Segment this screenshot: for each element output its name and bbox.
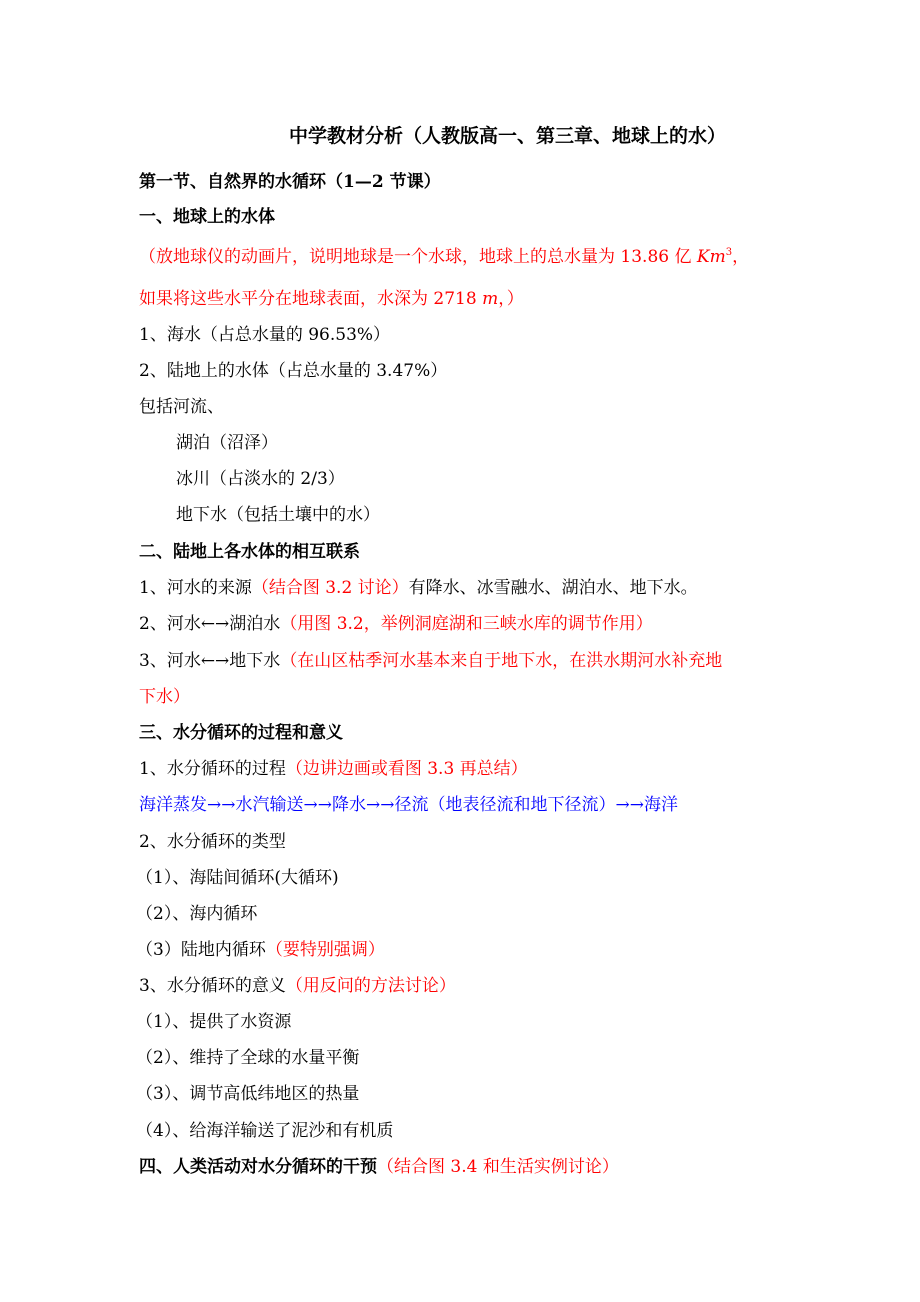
note-text: ，）	[498, 289, 524, 309]
item-text: 1、水分循环的过程	[139, 759, 286, 779]
item-text: 有降水、冰雪融水、湖泊水、地下水。	[408, 578, 698, 598]
list-item	[139, 974, 860, 998]
note-line-1	[139, 245, 860, 269]
list-item: （3）、调节高低纬地区的热量	[136, 1084, 360, 1104]
teacher-note: （用图 3.2，举例洞庭湖和三峡水库的调节作用）	[280, 614, 653, 634]
item-text: （3）陆地内循环	[136, 940, 266, 960]
list-item	[136, 938, 860, 962]
heading-3: 三、水分循环的过程和意义	[139, 723, 343, 743]
teacher-note: （要特别强调）	[265, 940, 385, 960]
unit-km: Km	[696, 247, 726, 267]
list-item: 1、海水（占总水量的 96.53%）	[139, 325, 391, 345]
list-item: （4）、给海洋输送了泥沙和有机质	[136, 1121, 394, 1141]
item-text: 1、河水的来源	[139, 578, 252, 598]
list-item: （1）、提供了水资源	[136, 1012, 292, 1032]
list-item: （2）、海内循环	[136, 904, 258, 924]
teacher-note: （边讲边画或看图 3.3 再总结）	[285, 759, 528, 779]
teacher-note: （结合图 3.2 讨论）	[251, 578, 409, 598]
list-item	[139, 612, 860, 636]
heading-text: 四、人类活动对水分循环的干预	[139, 1157, 377, 1177]
item-text: 2、河水←→湖泊水	[139, 614, 281, 634]
note-text: 如果将这些水平分在地球表面，水深为 2718	[139, 289, 483, 309]
heading-2: 二、陆地上各水体的相互联系	[139, 542, 360, 562]
list-item: 2、水分循环的类型	[139, 832, 286, 852]
note-text: ，	[732, 247, 750, 267]
list-item	[139, 576, 860, 600]
list-item: （2）、维持了全球的水量平衡	[136, 1048, 360, 1068]
heading-4	[139, 1155, 860, 1179]
list-item: 冰川（占淡水的 2/3）	[176, 469, 345, 489]
teacher-note: （用反问的方法讨论）	[285, 976, 456, 996]
section-heading: 第一节、自然界的水循环（1—2 节课）	[139, 172, 441, 192]
list-item: 2、陆地上的水体（占总水量的 3.47%）	[139, 361, 448, 381]
document-title: 中学教材分析（人教版高一、第三章、地球上的水）	[289, 125, 727, 147]
list-item: 地下水（包括土壤中的水）	[176, 505, 380, 525]
list-item	[139, 649, 860, 673]
list-item: （1）、海陆间循环(大循环)	[136, 868, 339, 888]
teacher-note-continued: 下水）	[139, 687, 190, 707]
heading-1: 一、地球上的水体	[139, 207, 275, 227]
item-text: 3、水分循环的意义	[139, 976, 286, 996]
list-item: 湖泊（沼泽）	[176, 433, 278, 453]
item-text: 3、河水←→地下水	[139, 651, 281, 671]
note-line-2	[139, 287, 860, 311]
unit-m: m	[482, 289, 499, 309]
note-text: （放地球仪的动画片，说明地球是一个水球，地球上的总水量为 13.86 亿	[139, 247, 697, 267]
teacher-note: （在山区枯季河水基本来自于地下水，在洪水期河水补充地	[280, 651, 723, 671]
list-item	[139, 757, 860, 781]
water-cycle-flow: 海洋蒸发→→水汽输送→→降水→→径流（地表径流和地下径流）→→海洋	[139, 795, 678, 815]
unit-exponent: 3	[725, 247, 733, 258]
teacher-note: （结合图 3.4 和生活实例讨论）	[377, 1157, 619, 1177]
list-item: 包括河流、	[139, 397, 224, 417]
